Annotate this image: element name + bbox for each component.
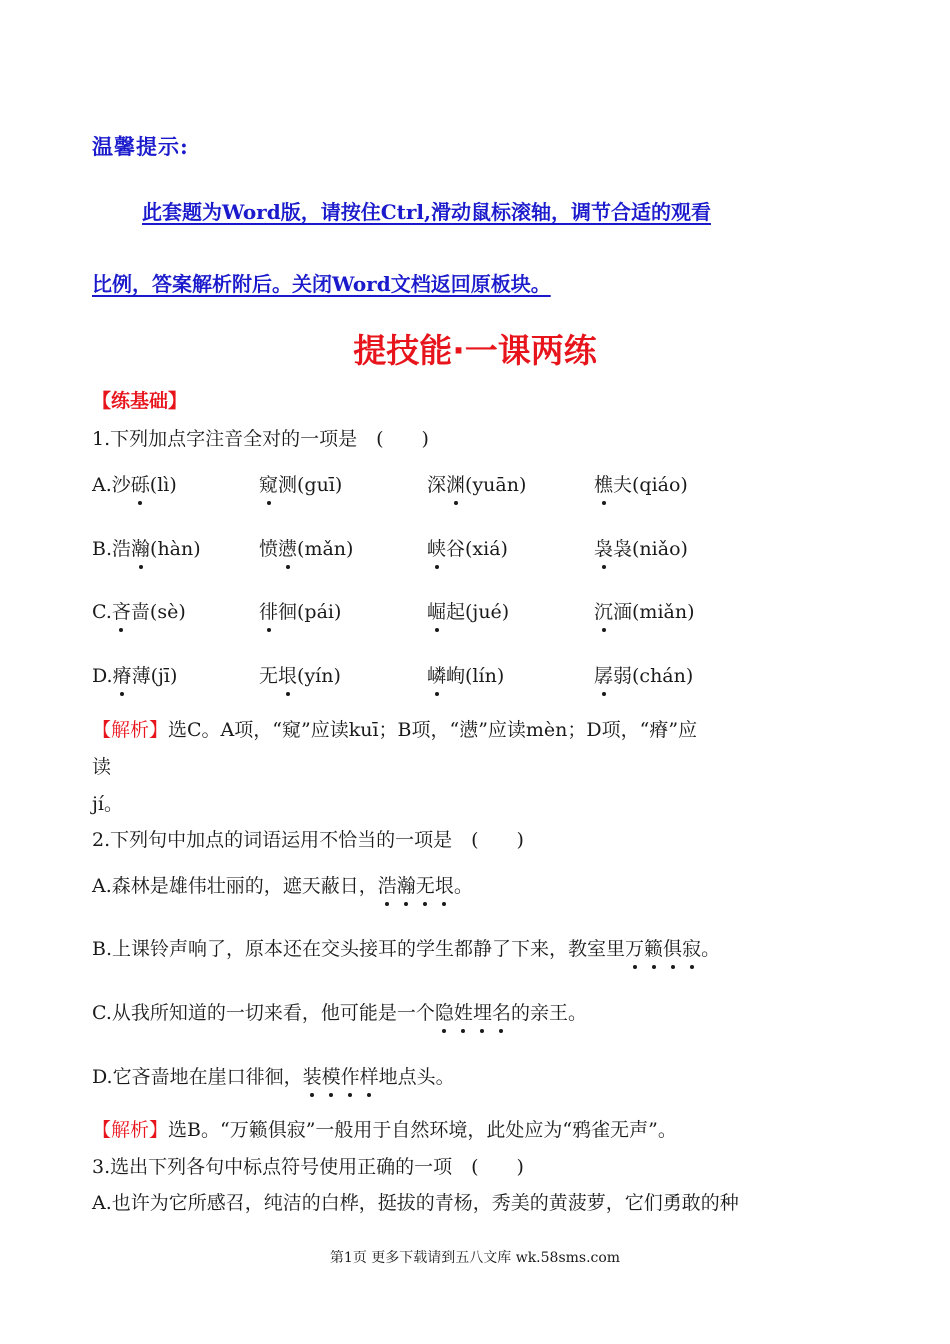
dotted-char: 樵: [594, 470, 613, 497]
tip-line-2: 比例，答案解析附后。关闭Word文档返回原板块。: [92, 272, 551, 296]
dotted-char: 隐: [435, 998, 454, 1025]
dotted-char: 埋: [473, 998, 492, 1025]
dotted-char: 籁: [644, 934, 663, 961]
dotted-char: 姓: [454, 998, 473, 1025]
dotted-char: 崛: [427, 597, 446, 624]
tip-line-1: 此套题为Word版，请按住Ctrl,滑动鼠标滚轴，调节合适的观看: [142, 200, 711, 224]
dotted-char: 徘: [259, 597, 278, 624]
dotted-phrase: [625, 938, 701, 960]
q1-row-a-col3: 深渊(yuān): [427, 470, 526, 497]
q1-row-a-col4: 樵夫(qiáo): [594, 470, 688, 497]
dotted-char: 吝: [112, 597, 131, 624]
dotted-char: 袅: [594, 534, 613, 561]
dotted-char: 瘠: [113, 661, 132, 688]
analysis-tag: 【解析】: [92, 719, 169, 741]
dotted-char: 名: [492, 998, 511, 1025]
dotted-char: 无: [416, 871, 435, 898]
question-3-stem: 3.选出下列各句中标点符号使用正确的一项 ( ): [92, 1156, 524, 1178]
q1-row-b-col3: 峡谷(xiá): [427, 534, 508, 561]
q1-row-a-col1: A.沙砾(lì): [92, 470, 177, 497]
dotted-char: 样: [360, 1062, 379, 1089]
q1-row-b-col2: 愤懑(mǎn): [259, 534, 353, 561]
analysis-tag: 【解析】: [92, 1119, 169, 1141]
dotted-char: 沉: [594, 597, 613, 624]
q2-option-c: C.从我所知道的一切来看，他可能是一个隐姓埋名的亲王。: [92, 998, 587, 1025]
dotted-char: 窥: [259, 470, 278, 497]
q1-row-a-col2: 窥测(guī): [259, 470, 342, 497]
dotted-char: 垠: [278, 661, 297, 688]
q3-option-a: A.也许为它所感召，纯洁的白桦，挺拔的青杨，秀美的黄菠萝，它们勇敢的种: [92, 1192, 739, 1214]
question-1-stem: 1.下列加点字注音全对的一项是 ( ): [92, 428, 429, 450]
dotted-char: 峡: [427, 534, 446, 561]
dotted-char: 渊: [446, 470, 465, 497]
dotted-char: 寂: [682, 934, 701, 961]
dotted-char: 浩: [378, 871, 397, 898]
dotted-char: 装: [303, 1062, 322, 1089]
question-2-stem: 2.下列句中加点的词语运用不恰当的一项是 ( ): [92, 829, 524, 851]
q1-row-d-col3: 嶙峋(lín): [427, 661, 504, 688]
q2-analysis: 【解析】选B。“万籁俱寂”一般用于自然环境，此处应为“鸦雀无声”。: [92, 1119, 677, 1141]
dotted-char: 万: [625, 934, 644, 961]
q1-row-b-col4: 袅袅(niǎo): [594, 534, 688, 561]
dotted-char: 垠: [435, 871, 454, 898]
dotted-char: 砾: [131, 470, 150, 497]
dotted-char: 孱: [594, 661, 613, 688]
q1-row-d-col4: 孱弱(chán): [594, 661, 693, 688]
dotted-char: 俱: [663, 934, 682, 961]
q1-row-c-col1: C.吝啬(sè): [92, 597, 186, 624]
q1-row-c-col4: 沉湎(miǎn): [594, 597, 695, 624]
dotted-char: 作: [341, 1062, 360, 1089]
q1-row-b-col1: B.浩瀚(hàn): [92, 534, 201, 561]
q1-analysis-line-2: 读: [92, 756, 112, 778]
tip-heading: 温馨提示:: [92, 134, 189, 159]
dotted-char: 嶙: [427, 661, 446, 688]
q2-option-d: D.它吝啬地在崖口徘徊，装模作样地点头。: [92, 1062, 455, 1089]
dotted-phrase: [435, 1002, 511, 1024]
dotted-char: 瀚: [397, 871, 416, 898]
q2-option-b: B.上课铃声响了，原本还在交头接耳的学生都静了下来，教室里万籁俱寂。: [92, 934, 720, 961]
page-footer: 第1页 更多下载请到五八文库 wk.58sms.com: [329, 1250, 621, 1266]
q1-row-d-col2: 无垠(yín): [259, 661, 341, 688]
q1-row-d-col1: D.瘠薄(jī): [92, 661, 177, 688]
dotted-char: 模: [322, 1062, 341, 1089]
section-tag: 【练基础】: [92, 390, 188, 412]
q1-analysis-line-3: jí。: [92, 793, 123, 815]
dotted-phrase: [378, 875, 454, 897]
dotted-char: 懑: [278, 534, 297, 561]
page-title: 提技能·一课两练: [353, 331, 597, 370]
q2-option-a: A.森林是雄伟壮丽的，遮天蔽日，浩瀚无垠。: [92, 871, 473, 898]
dotted-phrase: [303, 1066, 379, 1088]
q1-analysis-line-1: 【解析】选C。A项，“窥”应读kuī；B项，“懑”应读mèn；D项，“瘠”应: [92, 719, 698, 741]
q1-row-c-col3: 崛起(jué): [427, 597, 509, 624]
dotted-char: 瀚: [131, 534, 150, 561]
q1-row-c-col2: 徘徊(pái): [259, 597, 341, 624]
